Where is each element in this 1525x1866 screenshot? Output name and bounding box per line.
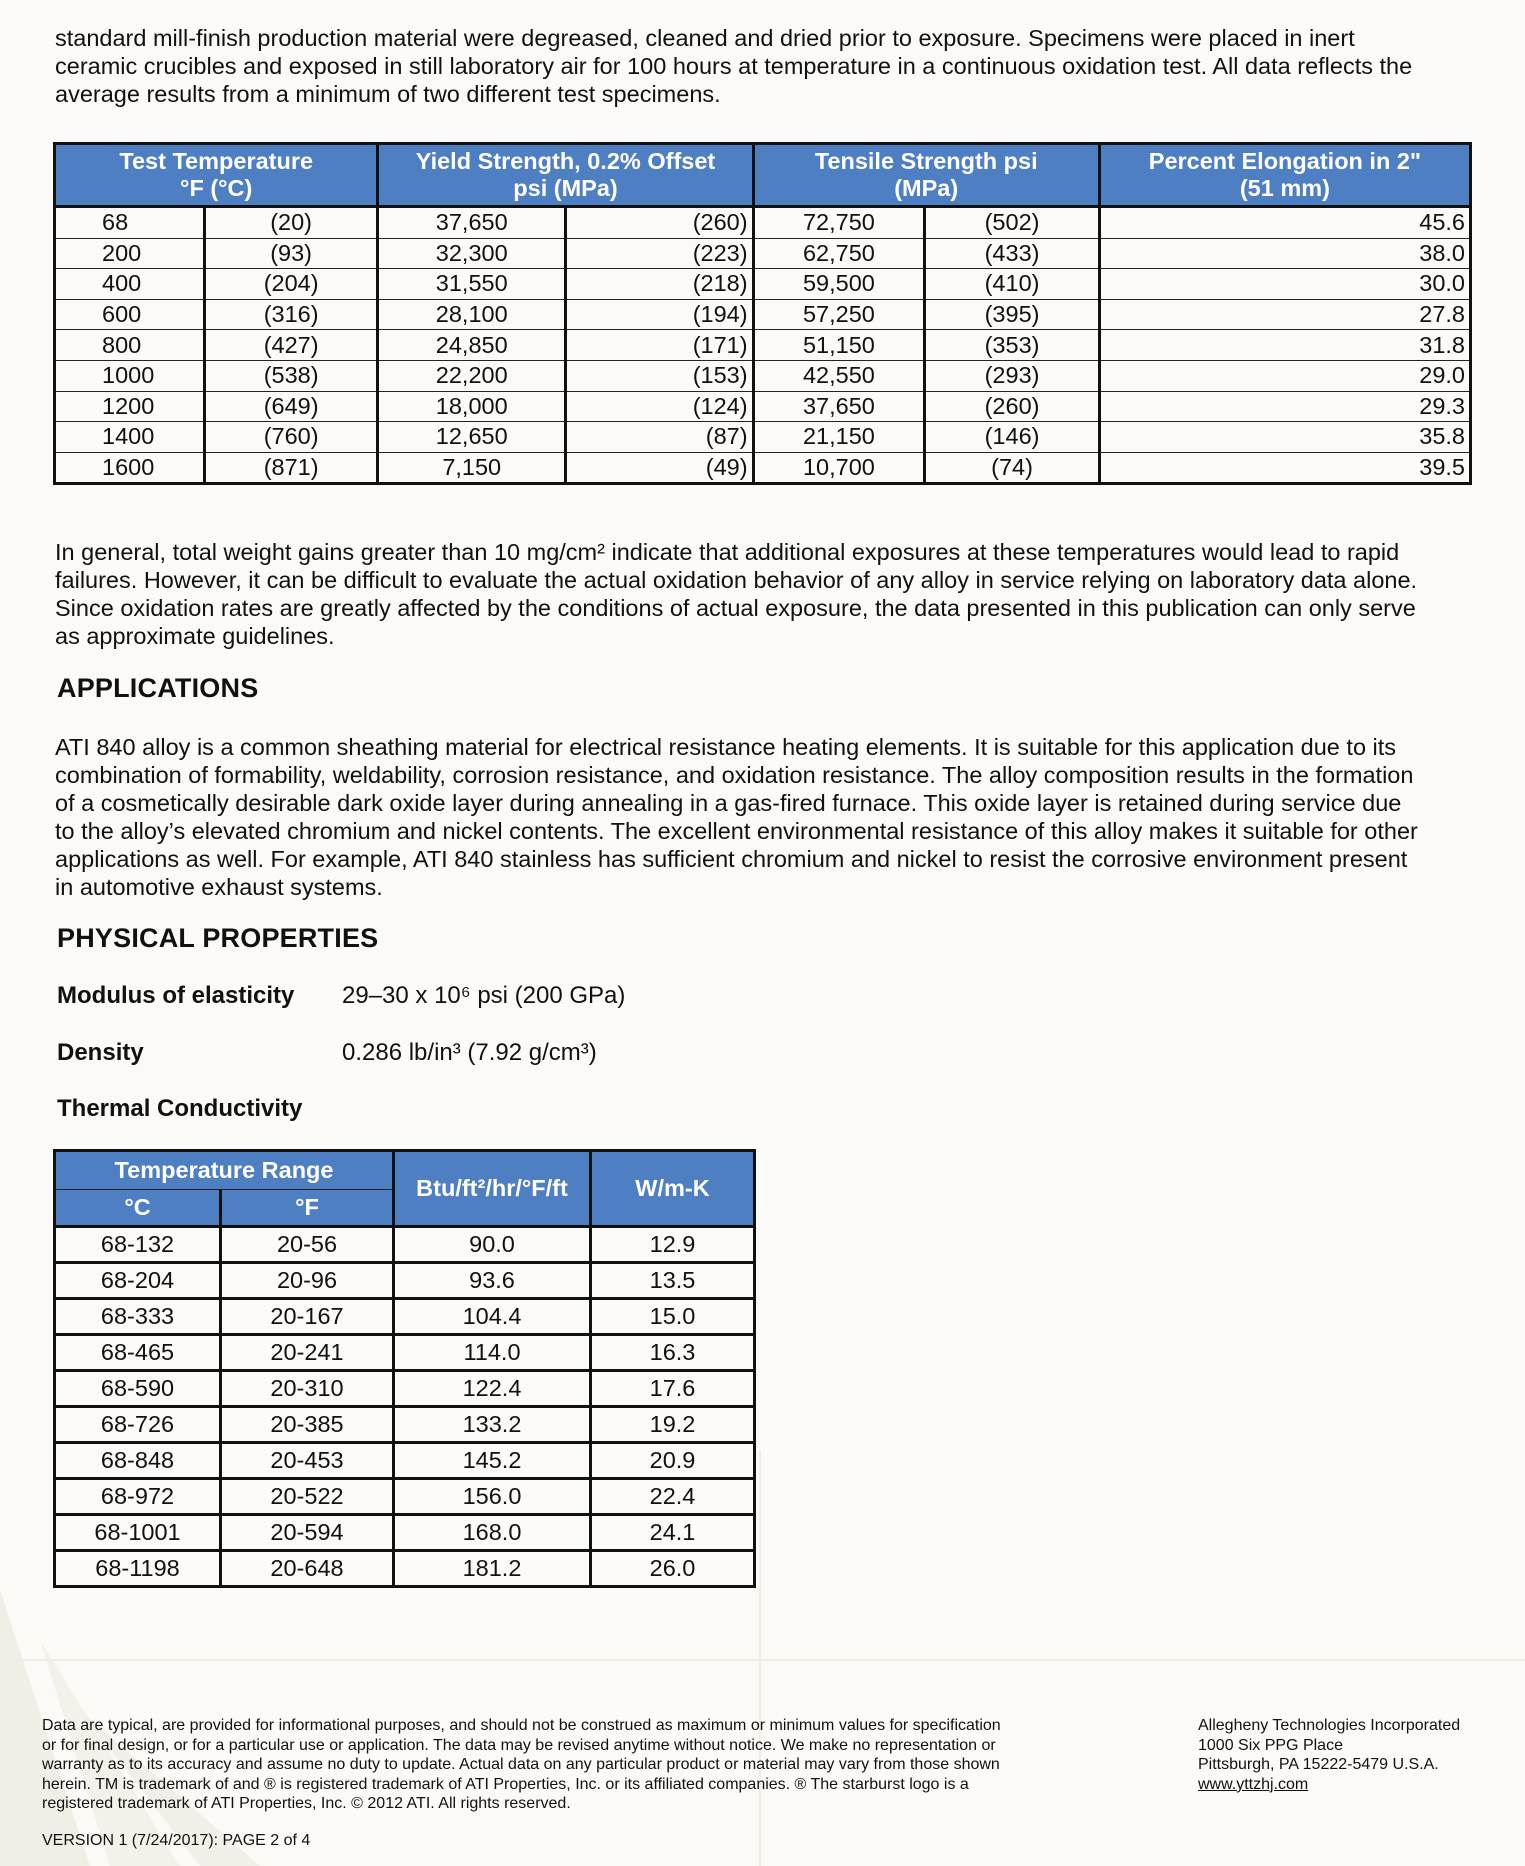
intro-paragraph bbox=[55, 24, 1495, 108]
density-label: Density bbox=[57, 1039, 144, 1066]
applications-paragraph bbox=[55, 733, 1495, 901]
table-row: 68-726 20-385 133.2 19.2 bbox=[55, 1407, 755, 1443]
table-row: 68-590 20-310 122.4 17.6 bbox=[55, 1371, 755, 1407]
table-row: 1200 (649) 18,000 (124) 37,650 (260) 29.3 bbox=[55, 391, 1471, 422]
density-value: 0.286 lb/in³ (7.92 g/cm³) bbox=[342, 1039, 597, 1066]
header-percent-elongation: Percent Elongation in 2" (51 mm) bbox=[1099, 144, 1470, 207]
header-btu: Btu/ft²/hr/°F/ft bbox=[394, 1151, 591, 1227]
table-row: 68-1001 20-594 168.0 24.1 bbox=[55, 1515, 755, 1551]
applications-line: applications as well. For example, ATI 840 stainless has sufficient chromium and nickel to resist the corrosive environment present bbox=[55, 846, 1408, 872]
disclaimer-text bbox=[42, 1716, 1042, 1814]
header-wmk: W/m-K bbox=[591, 1151, 755, 1227]
table-row: 1000 (538) 22,200 (153) 42,550 (293) 29.0 bbox=[55, 360, 1471, 391]
intro-line: standard mill-finish production material were degreased, cleaned and dried prior to exposure. Specimens were placed in inert bbox=[55, 25, 1355, 51]
website-link[interactable]: www.yttzhj.com bbox=[1198, 1775, 1309, 1793]
address-line-2: Pittsburgh, PA 15222-5479 U.S.A. bbox=[1198, 1756, 1439, 1773]
table-row: 68-333 20-167 104.4 15.0 bbox=[55, 1299, 755, 1335]
oxidation-paragraph bbox=[55, 538, 1495, 650]
disclaimer-line: herein. TM is trademark of and ® is registered trademark of ATI Properties, Inc. or its affiliated companies. ® The starburst logo is a bbox=[42, 1775, 969, 1793]
applications-line: to the alloy’s elevated chromium and nickel contents. The excellent environmental resistance of this alloy makes it suitable for other bbox=[55, 818, 1418, 844]
modulus-value: 29–30 x 10⁶ psi (200 GPa) bbox=[342, 982, 626, 1009]
oxidation-line: failures. However, it can be difficult to evaluate the actual oxidation behavior of any alloy in service relying on laboratory data alone. bbox=[55, 567, 1418, 593]
disclaimer-line: registered trademark of ATI Properties, Inc. © 2012 ATI. All rights reserved. bbox=[42, 1795, 571, 1812]
table-row: 68-1198 20-648 181.2 26.0 bbox=[55, 1551, 755, 1587]
table-row: 68-465 20-241 114.0 16.3 bbox=[55, 1335, 755, 1371]
intro-line: average results from a minimum of two different test specimens. bbox=[55, 81, 721, 107]
company-address bbox=[1198, 1716, 1460, 1794]
disclaimer-line: or for final design, or for a particular use or application. The data may be revised anytime without notice. We make no representation or bbox=[42, 1736, 996, 1754]
table-row: 200 (93) 32,300 (223) 62,750 (433) 38.0 bbox=[55, 238, 1471, 269]
table-row: 68 (20) 37,650 (260) 72,750 (502) 45.6 bbox=[55, 207, 1471, 239]
address-line-1: 1000 Six PPG Place bbox=[1198, 1736, 1343, 1754]
applications-line: ATI 840 alloy is a common sheathing material for electrical resistance heating elements. It is suitable for this application due to its bbox=[55, 734, 1397, 760]
oxidation-line: In general, total weight gains greater than 10 mg/cm² indicate that additional exposures at these temperatures would lead to rapid bbox=[55, 539, 1400, 565]
intro-line: ceramic crucibles and exposed in still laboratory air for 100 hours at temperature in a continuous oxidation test. All data reflects the bbox=[55, 53, 1413, 79]
applications-line: of a cosmetically desirable dark oxide layer during annealing in a gas-fired furnace. This oxide layer is retained during service due bbox=[55, 790, 1402, 816]
applications-line: combination of formability, weldability, corrosion resistance, and oxidation resistance. The alloy composition results in the formation bbox=[55, 762, 1414, 788]
header-tensile-strength: Tensile Strength psi (MPa) bbox=[753, 144, 1099, 207]
version-label: VERSION 1 (7/24/2017): PAGE 2 of 4 bbox=[42, 1832, 311, 1849]
table-row: 600 (316) 28,100 (194) 57,250 (395) 27.8 bbox=[55, 299, 1471, 330]
header-temperature-range: Temperature Range bbox=[55, 1151, 394, 1190]
thermal-conductivity-table bbox=[53, 1149, 756, 1588]
applications-line: in automotive exhaust systems. bbox=[55, 874, 383, 900]
thermal-conductivity-label: Thermal Conductivity bbox=[57, 1095, 303, 1122]
header-test-temperature: Test Temperature °F (°C) bbox=[55, 144, 378, 207]
table-row: 800 (427) 24,850 (171) 51,150 (353) 31.8 bbox=[55, 330, 1471, 361]
table-row: 1600 (871) 7,150 (49) 10,700 (74) 39.5 bbox=[55, 452, 1471, 484]
applications-heading: APPLICATIONS bbox=[57, 673, 259, 703]
oxidation-line: Since oxidation rates are greatly affected by the conditions of actual exposure, the data presented in this publication can only serve bbox=[55, 595, 1416, 621]
header-fahrenheit: °F bbox=[221, 1190, 394, 1227]
table-row: 400 (204) 31,550 (218) 59,500 (410) 30.0 bbox=[55, 269, 1471, 300]
disclaimer-line: Data are typical, are provided for informational purposes, and should not be construed as maximum or minimum values for specification bbox=[42, 1717, 1001, 1734]
disclaimer-line: warranty as to its accuracy and assume no duty to update. Actual data on any particular product or material may vary from those shown bbox=[42, 1756, 1000, 1773]
header-celsius: °C bbox=[55, 1190, 221, 1227]
table-row: 68-972 20-522 156.0 22.4 bbox=[55, 1479, 755, 1515]
oxidation-line: as approximate guidelines. bbox=[55, 623, 335, 649]
table-row: 68-204 20-96 93.6 13.5 bbox=[55, 1263, 755, 1299]
tensile-properties-table bbox=[53, 142, 1472, 485]
physical-properties-heading: PHYSICAL PROPERTIES bbox=[57, 923, 379, 953]
header-yield-strength: Yield Strength, 0.2% Offset psi (MPa) bbox=[378, 144, 753, 207]
table-row: 68-132 20-56 90.0 12.9 bbox=[55, 1227, 755, 1263]
table-row: 68-848 20-453 145.2 20.9 bbox=[55, 1443, 755, 1479]
modulus-label: Modulus of elasticity bbox=[57, 982, 295, 1009]
company-name: Allegheny Technologies Incorporated bbox=[1198, 1717, 1461, 1734]
table-row: 1400 (760) 12,650 (87) 21,150 (146) 35.8 bbox=[55, 422, 1471, 453]
